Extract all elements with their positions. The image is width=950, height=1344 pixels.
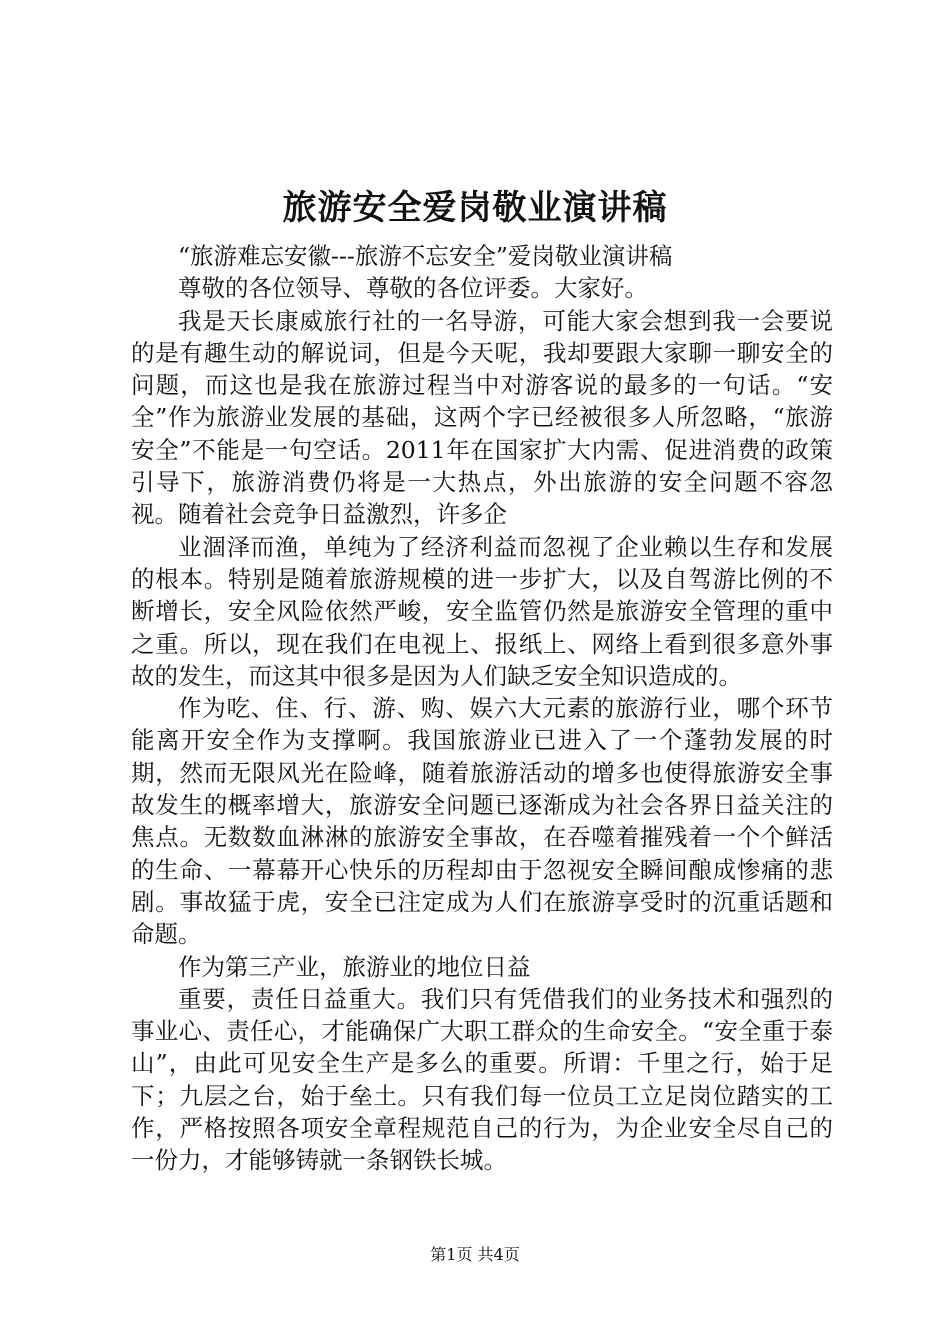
body-paragraph: 重要，责任日益重大。我们只有凭借我们的业务技术和强烈的事业心、责任心，才能确保广大职工群众的生命安全。“安全重于泰山”，由此可见安全生产是多么的重要。所谓：千里之行，始于足下；九层之台，始于垒土。只有我们每一位员工立足岗位踏实的工作，严格按照各项安全章程规范自己的行为，为企业安全尽自己的一份力，才能够铸就一条钢铁长城。: [131, 984, 833, 1175]
body-paragraph: 作为第三产业，旅游业的地位日益: [178, 952, 531, 981]
body-paragraph: 业涸泽而渔，单纯为了经济利益而忽视了企业赖以生存和发展的根本。特别是随着旅游规模的进一步扩大，以及自驾游比例的不断增长，安全风险依然严峻，安全监管仍然是旅游安全管理的重中之重。所以，现在我们在电视上、报纸上、网络上看到很多意外事故的发生，而这其中很多是因为人们缺乏安全知识造成的。: [131, 532, 833, 690]
document-title: 旅游安全爱岗敬业演讲稿: [282, 188, 668, 228]
page-number-footer: 第1页 共4页: [430, 1245, 520, 1264]
body-paragraph: 作为吃、住、行、游、购、娱六大元素的旅游行业，哪个环节能离开安全作为支撑啊。我国旅游业已进入了一个蓬勃发展的时期，然而无限风光在险峰，随着旅游活动的增多也使得旅游安全事故发生的概率增大，旅游安全问题已逐渐成为社会各界日益关注的焦点。无数数血淋淋的旅游安全事故，在吞噬着摧残着一个个鲜活的生命、一幕幕开心快乐的历程却由于忽视安全瞬间酿成惨痛的悲剧。事故猛于虎，安全已注定成为人们在旅游享受时的沉重话题和命题。: [131, 694, 833, 949]
document-body: [131, 240, 833, 1177]
body-paragraph: 我是天长康威旅行社的一名导游，可能大家会想到我一会要说的是有趣生动的解说词，但是今天呢，我却要跟大家聊一聊安全的问题，而这也是我在旅游过程当中对游客说的最多的一句话。“安全”作为旅游业发展的基础，这两个字已经被很多人所忽略，“旅游安全”不能是一句空话。2011年在国家扩大内需、促进消费的政策引导下，旅游消费仍将是一大热点，外出旅游的安全问题不容忽视。随着社会竞争日益激烈，许多企: [131, 306, 833, 529]
subtitle-paragraph: “旅游难忘安徽---旅游不忘安全”爱岗敬业演讲稿: [178, 242, 673, 270]
greeting-paragraph: 尊敬的各位领导、尊敬的各位评委。大家好。: [178, 274, 648, 303]
